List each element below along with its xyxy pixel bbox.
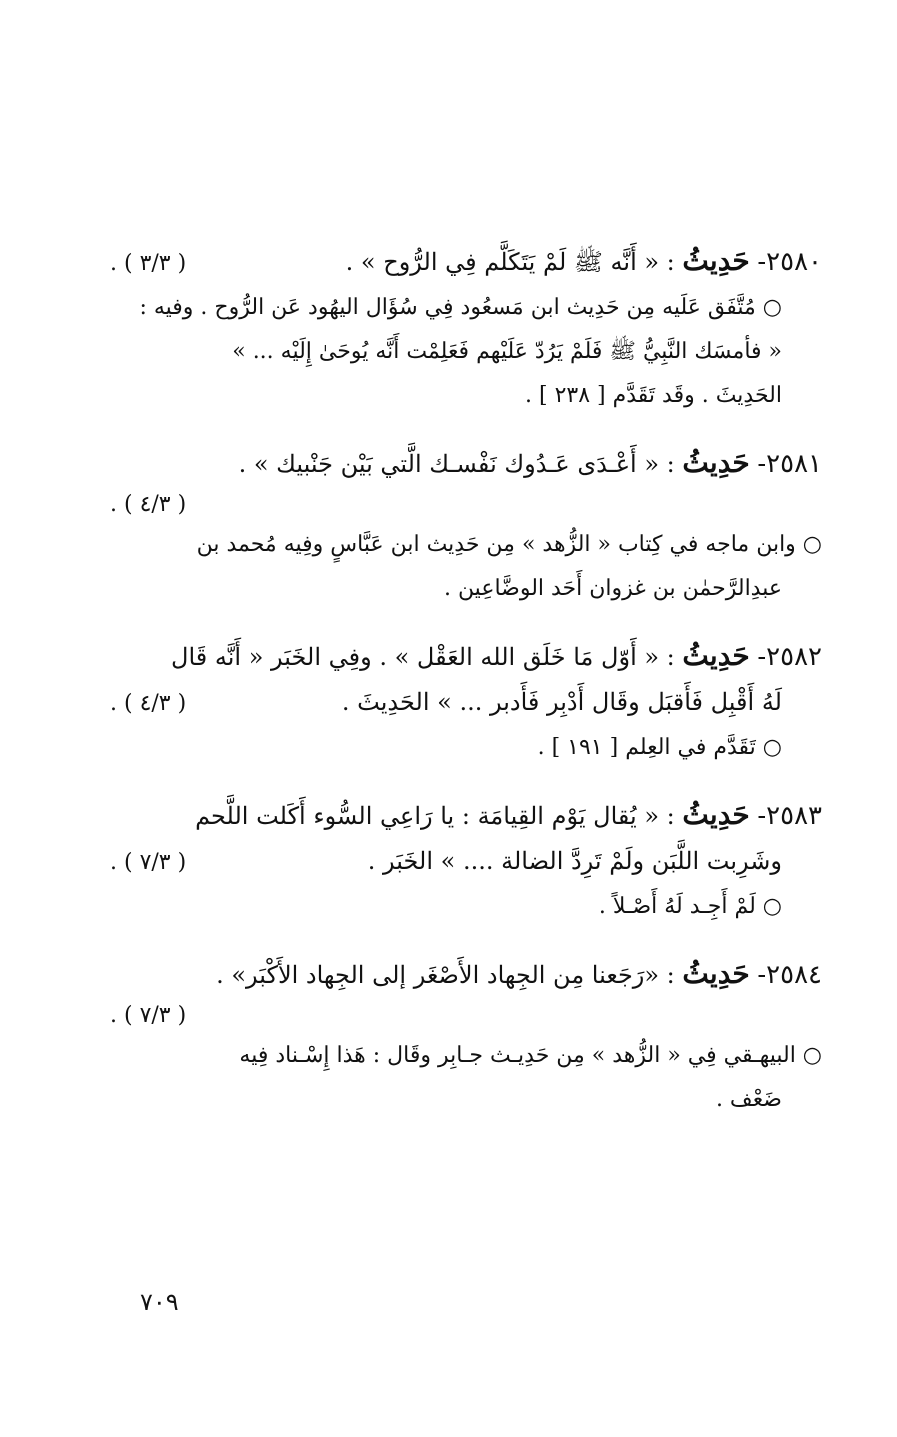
- entry-text: : « أَعْـدَى عَـدُوك نَفْسـك الَّتي بَيْن جَنْبيك » .: [238, 450, 675, 478]
- entry-reference: ( ٣/٣ ) .: [110, 251, 187, 276]
- hadith-entry-2580: [110, 238, 822, 418]
- entry-text: وشَرِبت اللَّبَن ولَمْ تَرِدَّ الضالة .... » الخَبَر .: [367, 847, 782, 875]
- entry-number: ٢٥٨٤-: [757, 960, 822, 990]
- entry-keyword: حَدِيثُ: [682, 798, 750, 831]
- entry-text: : « أَنَّه ﷺ لَمْ يَتَكَلَّم فِي الرُّوح » .: [345, 248, 675, 276]
- note-line: ○ وابن ماجه في كِتاب « الزُّهد » مِن حَدِيث ابن عَبَّاسٍ وفِيه مُحمد بن: [196, 532, 822, 557]
- entry-line: [110, 839, 822, 885]
- hadith-entry-2582: [110, 633, 822, 770]
- entry-text: : «رَجَعنا مِن الجِهاد الأَصْغَر إلى الجِهاد الأَكْبَر» .: [216, 961, 675, 989]
- entry-number: ٢٥٨٣-: [757, 801, 822, 831]
- entry-number: ٢٥٨٠-: [757, 247, 822, 277]
- hadith-entries: [110, 238, 822, 1144]
- entry-keyword: حَدِيثُ: [682, 957, 750, 990]
- note-line: ○ البيهـقي فِي « الزُّهد » مِن حَدِيـث جـابِر وقَال : هَذا إِسْـناد فِيه: [239, 1043, 822, 1068]
- entry-text: : « يُقال يَوْم القِيامَة : يا رَاعِي السُّوء أَكَلت اللَّحم: [195, 802, 675, 830]
- entry-keyword: حَدِيثُ: [682, 244, 750, 277]
- entry-keyword: حَدِيثُ: [682, 446, 750, 479]
- entry-line: [110, 238, 822, 286]
- note-line: ○ مُتَّفَق عَلَيه مِن حَدِيث ابن مَسعُود فِي سُؤَال اليهُود عَن الرُّوح . وفيه :: [139, 295, 782, 320]
- entry-reference: ( ٤/٣ ) .: [110, 691, 187, 716]
- hadith-entry-2583: [110, 792, 822, 929]
- note-line: ○ لَمْ أَجِـد لَهُ أَصْـلاً .: [598, 894, 782, 919]
- entry-reference: ( ٤/٣ ) .: [110, 492, 187, 517]
- note-line: عبدِالرَّحمٰن بن غزوان أَحَد الوضَّاعِين .: [443, 576, 782, 601]
- hadith-entry-2584: [110, 951, 822, 1122]
- entry-line: [110, 951, 822, 998]
- note-line: ضَعْف .: [715, 1087, 782, 1112]
- entry-reference: ( ٧/٣ ) .: [110, 850, 187, 875]
- entry-number: ٢٥٨١-: [757, 449, 822, 479]
- hadith-entry-2581: [110, 440, 822, 611]
- note-line: ○ تَقَدَّم في العِلم [ ١٩١ ] .: [537, 735, 782, 760]
- entry-reference: ( ٧/٣ ) .: [110, 1003, 187, 1028]
- entry-text: لَهُ أَقْبِل فَأَقبَل وقَال أَدْبِر فَأَدبر ... » الحَدِيثَ .: [341, 688, 782, 716]
- entry-number: ٢٥٨٢-: [757, 642, 822, 672]
- note-line: « فأمسَك النَّبِيُّ ﷺ فَلَمْ يَرُدّ عَلَيْهم فَعَلِمْت أَنَّه يُوحَىٰ إِلَيْه ... »: [232, 339, 782, 364]
- page-number: ٧٠٩: [140, 1288, 179, 1316]
- entry-keyword: حَدِيثُ: [682, 639, 750, 672]
- entry-line: [110, 792, 822, 839]
- entry-line: [110, 440, 822, 487]
- entry-line: [110, 680, 822, 726]
- note-line: الحَدِيثَ . وقَد تَقَدَّم [ ٢٣٨ ] .: [525, 383, 782, 408]
- entry-text: : « أَوّل مَا خَلَق الله العَقْل » . وفِي الخَبَر « أَنَّه قَال: [171, 643, 675, 671]
- entry-line: [110, 633, 822, 680]
